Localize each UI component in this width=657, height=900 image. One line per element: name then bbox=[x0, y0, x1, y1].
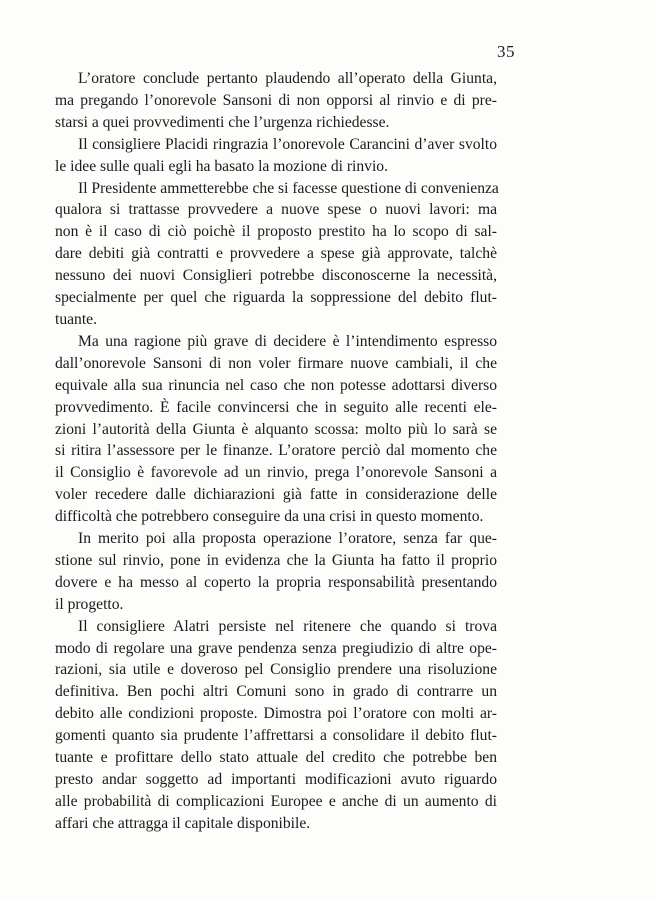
text-line: dare debiti già contratti e provvedere a spese già approvate, talchè bbox=[55, 245, 497, 263]
text-line: razioni, sia utile e doveroso pel Consiglio prendere una risoluzione bbox=[55, 661, 497, 679]
paragraph-4 bbox=[55, 331, 497, 528]
text-line: nessuno dei nuovi Consiglieri potrebbe disconoscerne la necessità, bbox=[55, 267, 497, 285]
text-line: starsi a quei provvedimenti che l’urgenza richiedesse. bbox=[55, 113, 390, 131]
text-line: tuante e profittare dello stato attuale del credito che potrebbe ben bbox=[55, 749, 497, 767]
text-line: dovere e ha messo al coperto la propria responsabilità presentando bbox=[55, 573, 497, 591]
paragraph-5 bbox=[55, 528, 497, 616]
text-line: difficoltà che potrebbero conseguire da una crisi in questo momento. bbox=[55, 508, 484, 526]
text-line: In merito poi alla proposta operazione l’oratore, senza far que- bbox=[78, 530, 497, 548]
text-line: Il consigliere Placidi ringrazia l’onorevole Carancini d’aver svolto bbox=[78, 135, 497, 153]
text-line: definitiva. Ben pochi altri Comuni sono in grado di contrarre un bbox=[55, 683, 497, 701]
text-line: il Consiglio è favorevole ad un rinvio, prega l’onorevole Sansoni a bbox=[55, 464, 497, 482]
text-line: qualora si trattasse provvedere a nuove spese o nuovi lavori: ma bbox=[55, 201, 497, 219]
text-line: presto andar soggetto ad importanti modificazioni avuto riguardo bbox=[55, 771, 497, 788]
text-line: dall’onorevole Sansoni di non voler firmare nuove cambiali, il che bbox=[55, 354, 497, 372]
text-line: equivale alla sua rinuncia nel caso che non potesse adottarsi diverso bbox=[55, 376, 497, 394]
text-line: zioni l’autorità della Giunta è alquanto scossa: molto più lo sarà se bbox=[55, 420, 497, 438]
text-line: specialmente per quel che riguarda la soppressione del debito flut- bbox=[55, 289, 497, 307]
text-line: le idee sulle quali egli ha basato la mozione di rinvio. bbox=[55, 157, 389, 175]
text-line: voler recedere dalle dichiarazioni già fatte in considerazione delle bbox=[55, 486, 497, 504]
text-line: tuante. bbox=[55, 310, 97, 328]
text-line: non è il caso di ciò poichè il proposto prestito ha lo scopo di sal- bbox=[55, 223, 497, 241]
page-number: 35 bbox=[497, 42, 515, 61]
text-line: il progetto. bbox=[55, 595, 124, 613]
text-line: affari che attragga il capitale disponibile. bbox=[55, 814, 311, 832]
text-line: gomenti quanto sia prudente l’affrettarsi a consolidare il debito flut- bbox=[55, 727, 497, 745]
text-line: L’oratore conclude pertanto plaudendo all’operato della Giunta, bbox=[78, 70, 497, 87]
text-line: modo di regolare una grave pendenza senza pregiudizio di altre ope- bbox=[55, 639, 497, 657]
paragraph-6 bbox=[55, 616, 497, 835]
text-line: Ma una ragione più grave di decidere è l’intendimento espresso bbox=[78, 332, 497, 350]
text-line: stione sul rinvio, pone in evidenza che la Giunta ha fatto il proprio bbox=[55, 551, 497, 569]
body-text bbox=[55, 68, 497, 835]
text-line: si ritira l’assessore per le finanze. L’oratore perciò dal momento che bbox=[55, 442, 497, 460]
text-line: Il Presidente ammetterebbe che si facesse questione di convenienza bbox=[78, 179, 499, 197]
text-line: alle probabilità di complicazioni Europee e anche di un aumento di bbox=[55, 792, 497, 810]
text-line: ma pregando l’onorevole Sansoni di non opporsi al rinvio e di pre- bbox=[55, 91, 497, 109]
text-line: Il consigliere Alatri persiste nel ritenere che quando si trova bbox=[78, 617, 497, 635]
paragraph-2 bbox=[55, 134, 497, 178]
paragraph-1 bbox=[55, 68, 497, 134]
paragraph-3 bbox=[55, 178, 497, 331]
text-line: provvedimento. È facile convincersi che in seguito alle recenti ele- bbox=[55, 398, 497, 416]
text-line: debito alle condizioni proposte. Dimostra poi l’oratore con molti ar- bbox=[55, 705, 497, 723]
